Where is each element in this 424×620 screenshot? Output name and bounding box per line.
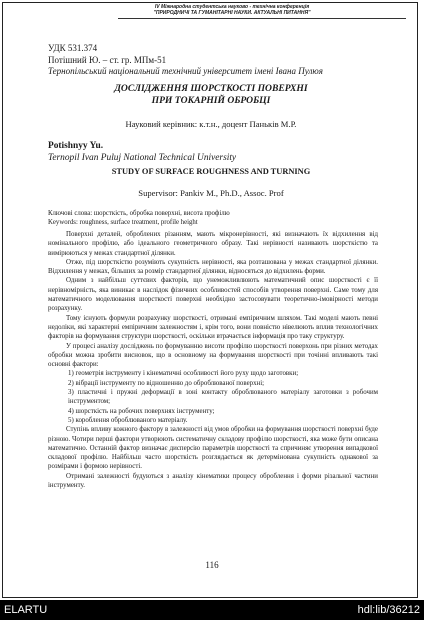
- paragraph: Ступінь впливу кожного фактору в залежності від умов обробки на формування шорсткості поверхні буде різною. Чотири перші фактори утворюють систематичну складову профілю шорсткості, яка може бути описана математично. Останній фактор визначає дисперсію параметрів шорсткості та спричиняє утворення випадкової складової профілю. Найбільш часто шорсткість розглядається як детермінована сукупність однакової за розмірами і формою нерівності.: [48, 426, 378, 471]
- list-item: 3) пластичні і пружні деформації в зоні контакту оброблюваного матеріалу заготовки з робочим інструментом;: [68, 389, 378, 406]
- repository-footer: [0, 600, 424, 620]
- conference-header: [112, 4, 352, 16]
- header-line-1: IV Міжнародна студентська науково - технічна конференція: [154, 4, 310, 10]
- keywords: [48, 209, 374, 227]
- list-item: 1) геометрія інструменту і кінематичні особливості його руху щодо заготовки;: [68, 370, 299, 378]
- udc-code: УДК 531.374: [48, 43, 98, 53]
- supervisor-en: Supervisor: Pankiv M., Ph.D., Assoc. Prof: [138, 188, 284, 198]
- title-uk-line-1: ДОСЛІДЖЕННЯ ШОРСТКОСТІ ПОВЕРХНІ: [114, 83, 308, 94]
- keywords-uk: Ключові слова: шорсткість, обробка поверхні, висота профілю: [48, 210, 230, 217]
- paragraph: Поверхні деталей, оброблених різанням, мають мікронерівності, які визначають їх відхилення від номінального профілю, або ідеального геометричного образу. Такі нерівності називають шорсткістю та вимірюються у межах стандартної ділянки.: [48, 231, 378, 257]
- page-number: 116: [205, 560, 219, 570]
- title-en: STUDY OF SURFACE ROUGHNESS AND TURNING: [111, 167, 311, 176]
- handle-link[interactable]: hdl:lib/36212: [357, 604, 420, 616]
- title-uk: [48, 83, 374, 106]
- title-uk-line-2: ПРИ ТОКАРНІЙ ОБРОБЦІ: [151, 94, 271, 106]
- article-body: [48, 230, 378, 490]
- paragraph: Отже, під шорсткістю розуміють сукупність нерівності, яка розташована у межах стандартної ділянки. Відхилення у межах, більших за розмір стандартної ділянки, відносяться до відхилень форми.: [48, 258, 378, 276]
- list-item: 4) шорсткість на робочих поверхнях інструменту;: [68, 407, 215, 415]
- supervisor-uk: Науковий керівник: к.т.н., доцент Паньків М.Р.: [125, 119, 297, 129]
- author-en-name: Potishnyy Yu.: [48, 141, 104, 151]
- header-line-2: "ПРИРОДНИЧІ ТА ГУМАНІТАРНІ НАУКИ. АКТУАЛЬНІ ПИТАННЯ": [153, 10, 311, 16]
- article-meta: [48, 43, 374, 78]
- list-item: 2) вібрації інструменту по відношенню до оброблюваної поверхні;: [68, 379, 265, 387]
- author-uk: Потішний Ю. – ст. гр. МПм-51: [48, 54, 167, 65]
- paragraph: Отримані залежності будуються з аналізу кінематики процесу оброблення і форми різальної частини інструменту.: [48, 472, 378, 490]
- affiliation-en: Ternopil Ivan Puluj National Technical University: [48, 152, 237, 163]
- affiliation-uk: Тернопільський національний технічний університет імені Івана Пулюя: [48, 66, 323, 76]
- paragraph: Одним з найбільш суттєвих факторів, що унеможливлюють математичний опис шорсткості є її нерівномірність, яка виникає в наслідок фізичних особливостей способів утворення поверхні. Саме тому для математичного моделювання шорсткості поверхні необхідно застосовувати теоретично-імовірності методи розрахунку.: [48, 277, 378, 313]
- keywords-en: Keywords: roughness, surface treatment, profile height: [48, 219, 198, 226]
- header-rule: [118, 18, 406, 19]
- repository-name: ELARTU: [4, 604, 48, 616]
- paragraph: Тому існують формули розрахунку шорсткості, отримані емпіричним шляхом. Такі моделі мають певні недоліки, які характерні емпіричним залежностям і, крім того, вони повністю нівелюють вплив технологічних факторів на формування структури шорсткості, оскільки втрачається інформація про таку структуру.: [48, 314, 378, 341]
- list-item: 5) короблення оброблюваного матеріалу.: [68, 416, 188, 424]
- paragraph: У процесі аналізу досліджень по формуванню висоти профілю шорсткості поверхонь при різних методах обробки можна зробити висновок, що в основному на формування шорсткості при точінні впливають такі основні фактори:: [48, 342, 378, 369]
- author-en-block: [48, 141, 374, 164]
